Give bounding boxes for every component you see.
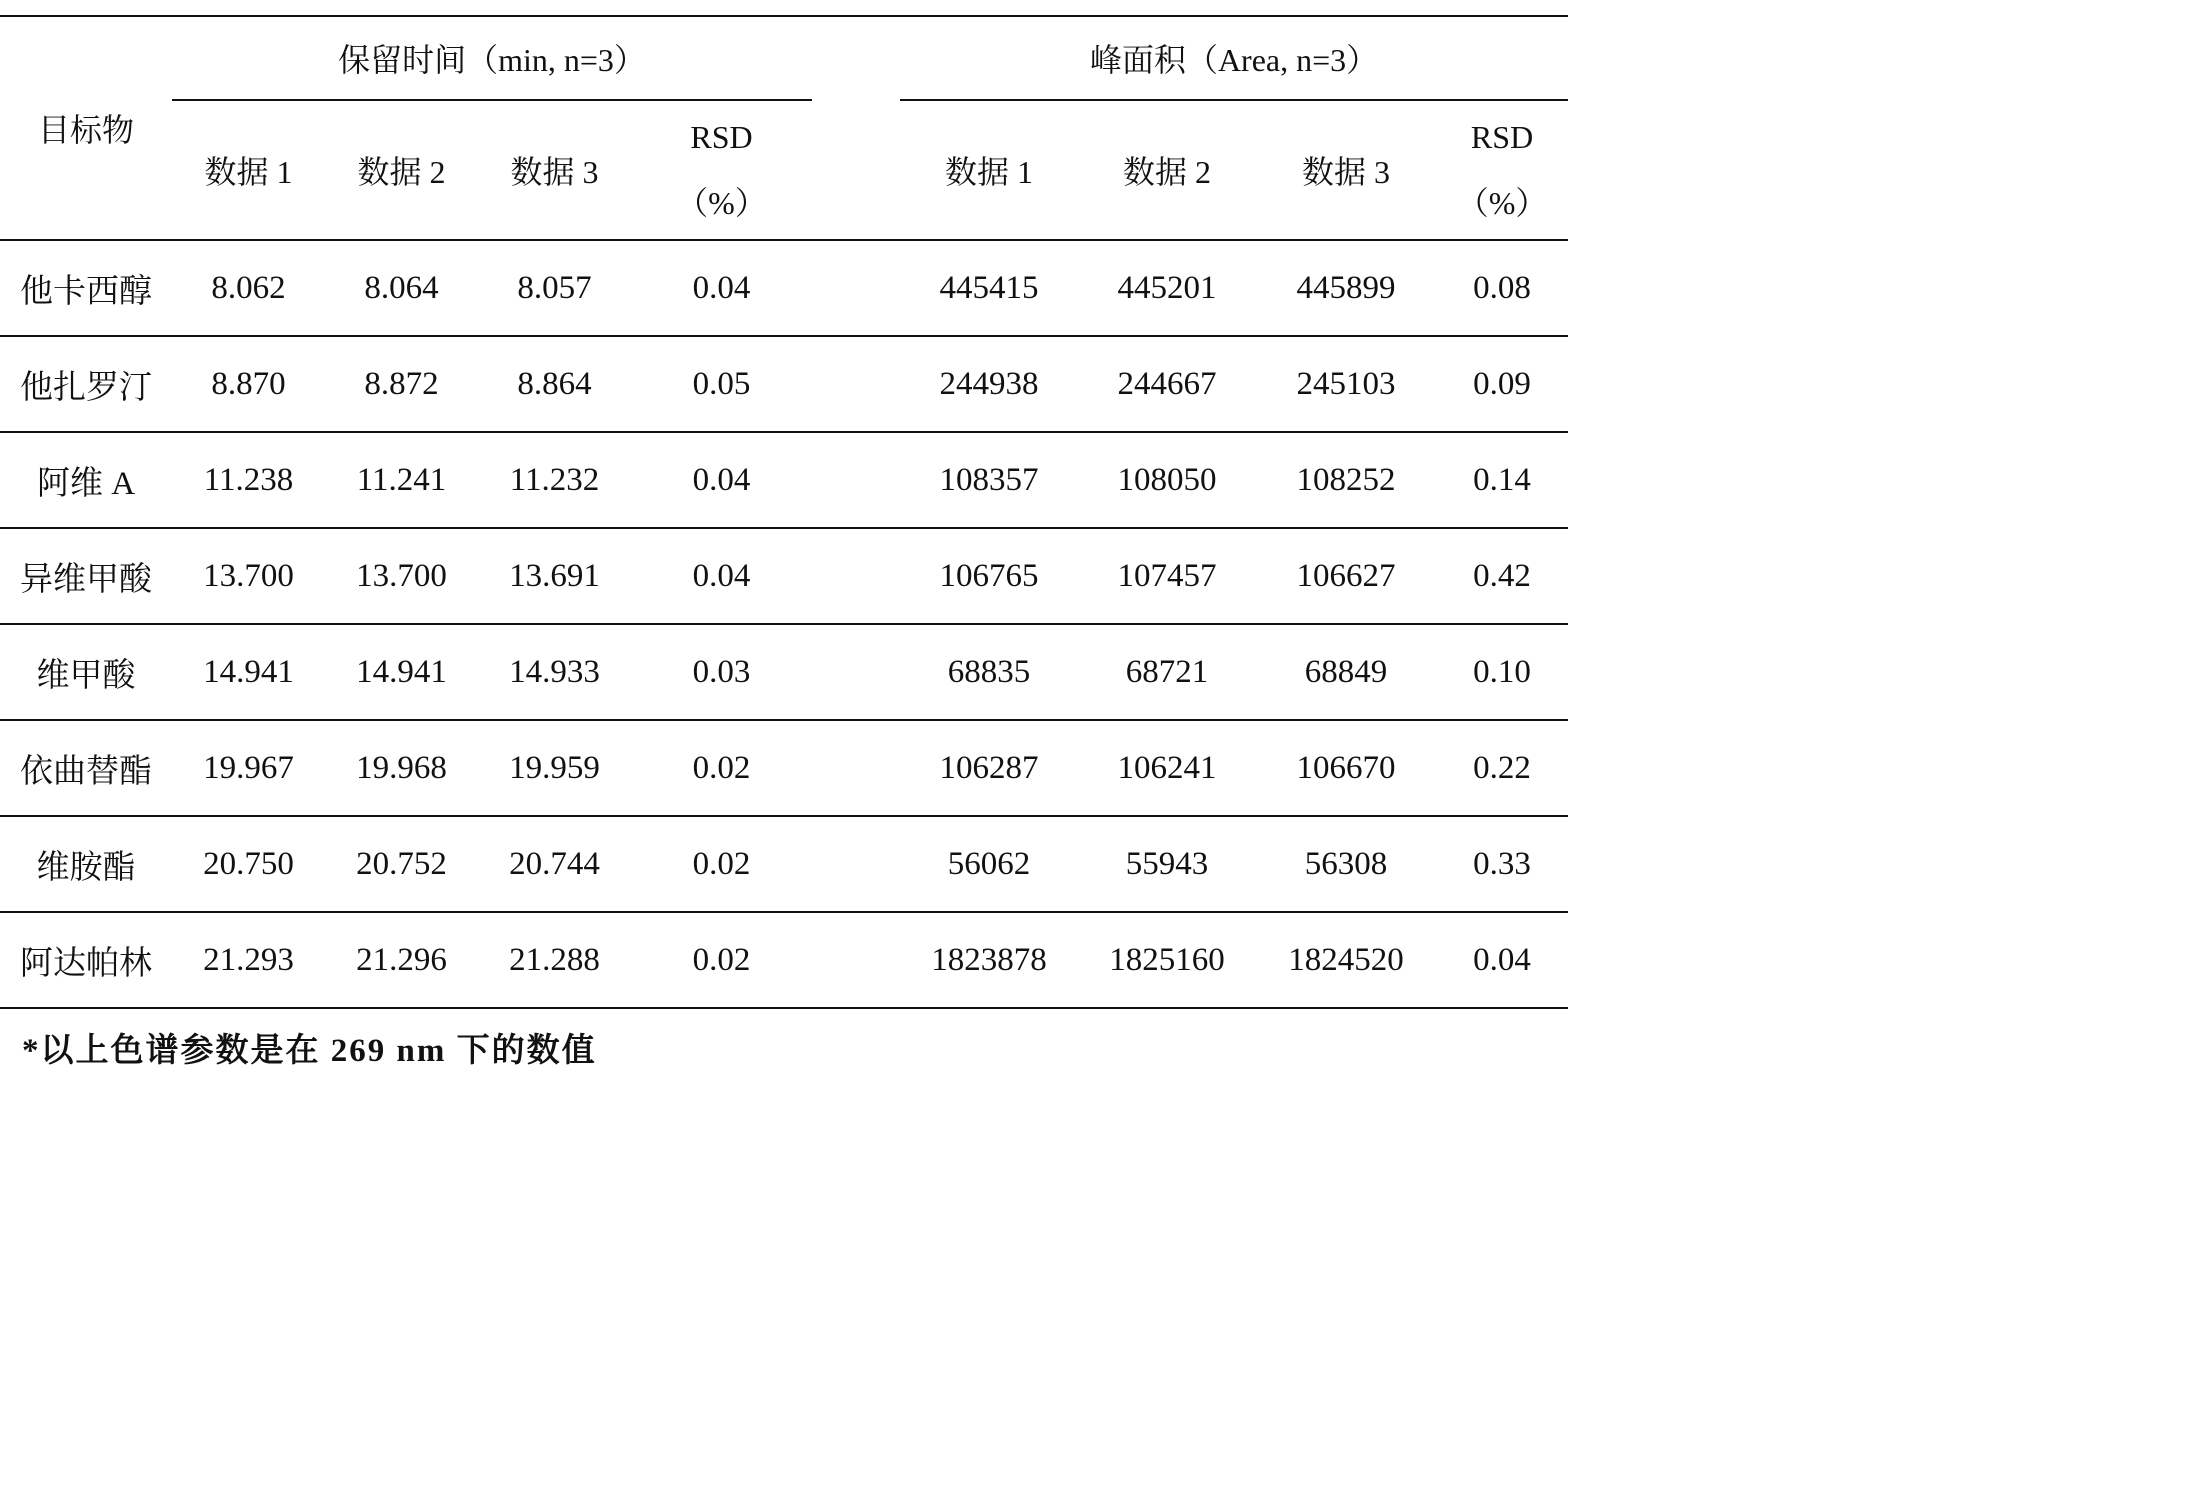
rt-rsd-label: RSD <box>690 119 753 155</box>
area-data3: 106670 <box>1296 749 1396 786</box>
rt-data1: 8.062 <box>211 269 286 306</box>
results-table-body <box>0 240 1568 1008</box>
row-gap <box>812 336 900 432</box>
area-data1: 106765 <box>939 557 1039 594</box>
rt-data3: 19.959 <box>509 749 600 786</box>
area-rsd: 0.33 <box>1473 845 1531 882</box>
rt-data3: 14.933 <box>509 653 600 690</box>
rt-data1: 20.750 <box>203 845 294 882</box>
rt-data3: 8.057 <box>517 269 592 306</box>
rt-data2: 11.241 <box>356 461 447 498</box>
rt-data1: 21.293 <box>203 941 294 978</box>
area-data3: 56308 <box>1304 845 1388 882</box>
rt-data2: 8.872 <box>364 365 439 402</box>
area-data3: 106627 <box>1296 557 1396 594</box>
compound-name: 依曲替酯 <box>20 753 152 790</box>
area-data2: 244667 <box>1117 365 1217 402</box>
row-gap <box>812 240 900 336</box>
compound-name: 维甲酸 <box>36 657 136 694</box>
area-rsd: 0.09 <box>1473 365 1531 402</box>
area-rsd-label: RSD <box>1470 119 1534 155</box>
area-rsd: 0.04 <box>1473 941 1531 978</box>
rt-data2: 14.941 <box>356 653 447 690</box>
rt-rsd: 0.05 <box>692 365 751 402</box>
rt-data3: 11.232 <box>509 461 600 498</box>
area-data2: 55943 <box>1125 845 1209 882</box>
area-rsd: 0.14 <box>1473 461 1531 498</box>
compound-name: 阿维 A <box>36 465 136 502</box>
area-data3: 245103 <box>1296 365 1396 402</box>
table-row <box>0 912 1568 1008</box>
row-gap <box>812 432 900 528</box>
compound-name: 他卡西醇 <box>20 273 152 310</box>
rt-data2: 19.968 <box>356 749 447 786</box>
area-data3: 1824520 <box>1288 941 1404 978</box>
area-data3: 68849 <box>1304 653 1388 690</box>
row-gap <box>812 528 900 624</box>
table-row <box>0 528 1568 624</box>
compound-name: 维胺酯 <box>36 849 136 886</box>
header-gap <box>812 100 900 240</box>
area-data1: 108357 <box>939 461 1039 498</box>
group-gap <box>812 16 900 100</box>
area-data2: 107457 <box>1117 557 1217 594</box>
row-gap <box>812 912 900 1008</box>
area-data1: 106287 <box>939 749 1039 786</box>
row-gap <box>812 720 900 816</box>
area-data3-header: 数据 3 <box>1256 100 1436 240</box>
table-row <box>0 240 1568 336</box>
rt-rsd: 0.02 <box>692 941 751 978</box>
rt-data1: 8.870 <box>211 365 286 402</box>
rt-data2: 13.700 <box>356 557 447 594</box>
rt-data2: 21.296 <box>356 941 447 978</box>
area-data1: 68835 <box>947 653 1031 690</box>
rt-data2: 20.752 <box>356 845 447 882</box>
compound-name: 他扎罗汀 <box>20 369 152 406</box>
rt-data2-header: 数据 2 <box>325 100 478 240</box>
area-data1: 56062 <box>947 845 1031 882</box>
area-data2: 68721 <box>1125 653 1209 690</box>
area-data1-header: 数据 1 <box>900 100 1078 240</box>
area-data2: 108050 <box>1117 461 1217 498</box>
area-data2: 445201 <box>1117 269 1217 306</box>
rt-data2: 8.064 <box>364 269 439 306</box>
rt-rsd: 0.03 <box>692 653 751 690</box>
rt-data3: 13.691 <box>509 557 600 594</box>
rt-data1: 14.941 <box>203 653 294 690</box>
rt-data3: 21.288 <box>509 941 600 978</box>
table-row <box>0 816 1568 912</box>
retention-time-group-label: 保留时间（min, n=3） <box>338 42 646 78</box>
area-data2: 106241 <box>1117 749 1217 786</box>
table-row <box>0 720 1568 816</box>
compound-name: 异维甲酸 <box>20 561 152 598</box>
rt-rsd: 0.02 <box>692 749 751 786</box>
rt-data3: 8.864 <box>517 365 592 402</box>
area-data2: 1825160 <box>1109 941 1225 978</box>
table-row <box>0 432 1568 528</box>
peak-area-group-label: 峰面积（Area, n=3） <box>1089 42 1379 78</box>
area-rsd: 0.08 <box>1473 269 1531 306</box>
area-data3: 108252 <box>1296 461 1396 498</box>
table-row <box>0 624 1568 720</box>
row-gap <box>812 816 900 912</box>
area-data1: 244938 <box>939 365 1039 402</box>
rt-rsd: 0.04 <box>692 461 751 498</box>
rt-rsd: 0.04 <box>692 269 751 306</box>
rt-data1: 13.700 <box>203 557 294 594</box>
table-row <box>0 336 1568 432</box>
rt-data1: 19.967 <box>203 749 294 786</box>
area-data2-header: 数据 2 <box>1078 100 1256 240</box>
rt-rsd: 0.04 <box>692 557 751 594</box>
rt-data1: 11.238 <box>203 461 294 498</box>
rt-data3-header: 数据 3 <box>478 100 631 240</box>
results-table <box>0 15 1568 1009</box>
area-rsd-unit: （%） <box>1456 185 1548 221</box>
area-data1: 445415 <box>939 269 1039 306</box>
rt-rsd: 0.02 <box>692 845 751 882</box>
rt-rsd-unit: （%） <box>676 185 767 221</box>
area-rsd-header <box>1436 100 1568 240</box>
area-rsd: 0.22 <box>1473 749 1531 786</box>
area-rsd: 0.42 <box>1473 557 1531 594</box>
footnote: *以上色谱参数是在 269 nm 下的数值 <box>22 1033 597 1069</box>
retention-time-group-header <box>172 16 812 100</box>
peak-area-group-header <box>900 16 1568 100</box>
rt-rsd-header <box>631 100 812 240</box>
row-gap <box>812 624 900 720</box>
area-data1: 1823878 <box>931 941 1047 978</box>
area-data3: 445899 <box>1296 269 1396 306</box>
compound-name: 阿达帕林 <box>20 945 152 982</box>
area-rsd: 0.10 <box>1473 653 1531 690</box>
target-column-header: 目标物 <box>0 16 172 240</box>
rt-data1-header: 数据 1 <box>172 100 325 240</box>
rt-data3: 20.744 <box>509 845 600 882</box>
